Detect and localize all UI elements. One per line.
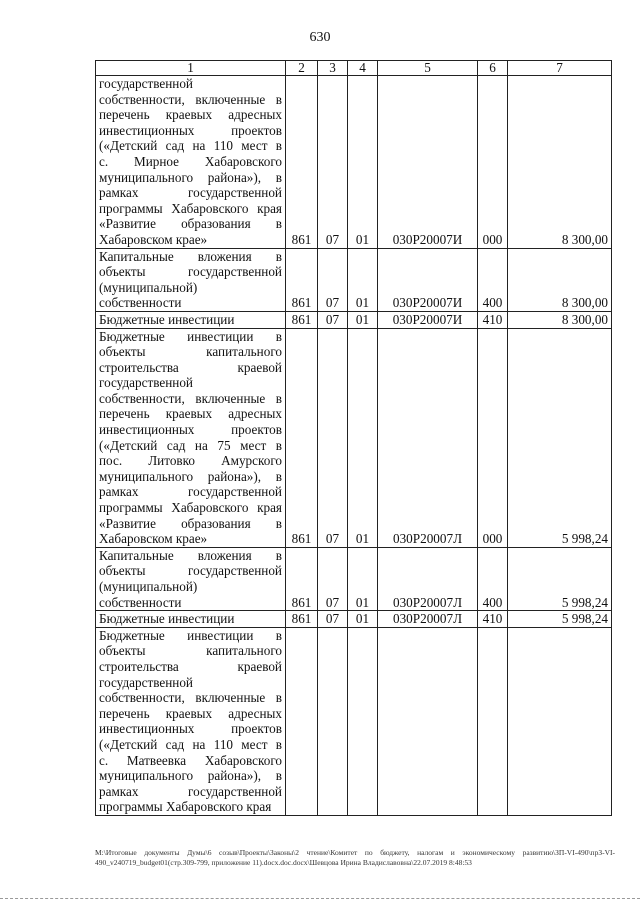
description-line: («Детский сад на 75 мест в bbox=[99, 437, 282, 453]
description-line: Бюджетные инвестиции bbox=[99, 611, 235, 627]
description-line: инвестиционных проектов bbox=[99, 122, 282, 138]
table-row bbox=[96, 627, 612, 815]
description-line: рамках государственной bbox=[99, 783, 282, 799]
col-header-3: 3 bbox=[318, 61, 348, 76]
row-description bbox=[96, 627, 286, 815]
section-code: 07 bbox=[318, 328, 348, 547]
row-description bbox=[96, 248, 286, 311]
section-code: 07 bbox=[318, 611, 348, 628]
description-line: Бюджетные инвестиции bbox=[99, 311, 235, 327]
section-code: 07 bbox=[318, 248, 348, 311]
section-code: 07 bbox=[318, 311, 348, 328]
description-line: государственной bbox=[99, 375, 193, 391]
description-line: «Развитие образования в bbox=[99, 216, 282, 232]
expense-type-code bbox=[478, 627, 508, 815]
description-line: собственности bbox=[99, 295, 182, 311]
target-article-code: 030Р20007И bbox=[378, 311, 478, 328]
description-line: Бюджетные инвестиции в bbox=[99, 328, 282, 344]
target-article-code: 030Р20007Л bbox=[378, 328, 478, 547]
subsection-code: 01 bbox=[348, 248, 378, 311]
col-header-6: 6 bbox=[478, 61, 508, 76]
row-description bbox=[96, 328, 286, 547]
row-description bbox=[96, 611, 286, 628]
table-row bbox=[96, 611, 612, 628]
target-article-code bbox=[378, 627, 478, 815]
grbs-code: 861 bbox=[286, 248, 318, 311]
amount-value: 8 300,00 bbox=[508, 248, 612, 311]
page-number: 630 bbox=[309, 30, 331, 45]
row-description bbox=[96, 76, 286, 249]
col-header-7: 7 bbox=[508, 61, 612, 76]
description-line: государственной bbox=[99, 674, 193, 690]
description-line: инвестиционных проектов bbox=[99, 721, 282, 737]
description-line: инвестиционных проектов bbox=[99, 422, 282, 438]
col-header-1: 1 bbox=[96, 61, 286, 76]
expense-type-code: 400 bbox=[478, 547, 508, 610]
expense-type-code: 410 bbox=[478, 311, 508, 328]
target-article-code: 030Р20007Л bbox=[378, 547, 478, 610]
amount-value: 5 998,24 bbox=[508, 611, 612, 628]
description-line: объекты капитального bbox=[99, 344, 282, 360]
description-line: перечень краевых адресных bbox=[99, 705, 282, 721]
description-line: Хабаровском крае» bbox=[99, 231, 208, 247]
section-code: 07 bbox=[318, 76, 348, 249]
description-line: (муниципальной) bbox=[99, 279, 198, 295]
grbs-code: 861 bbox=[286, 76, 318, 249]
description-line: («Детский сад на 110 мест в bbox=[99, 138, 282, 154]
target-article-code: 030Р20007И bbox=[378, 76, 478, 249]
expense-type-code: 410 bbox=[478, 611, 508, 628]
description-line: Капитальные вложения в bbox=[99, 547, 282, 563]
table-row bbox=[96, 311, 612, 328]
description-line: перечень краевых адресных bbox=[99, 406, 282, 422]
amount-value: 5 998,24 bbox=[508, 328, 612, 547]
description-line: собственности, включенные в bbox=[99, 690, 282, 706]
table-row bbox=[96, 76, 612, 249]
description-line: программы Хабаровского края bbox=[99, 799, 272, 815]
header-row bbox=[96, 61, 612, 76]
description-line: муниципального района»), в bbox=[99, 169, 282, 185]
description-line: объекты капитального bbox=[99, 643, 282, 659]
grbs-code: 861 bbox=[286, 328, 318, 547]
description-line: рамках государственной bbox=[99, 484, 282, 500]
bottom-divider bbox=[0, 898, 640, 899]
description-line: («Детский сад на 110 мест в bbox=[99, 736, 282, 752]
expense-type-code: 000 bbox=[478, 328, 508, 547]
description-line: государственной bbox=[99, 76, 193, 91]
amount-value: 5 998,24 bbox=[508, 547, 612, 610]
table-row bbox=[96, 547, 612, 610]
section-code: 07 bbox=[318, 547, 348, 610]
col-header-5: 5 bbox=[378, 61, 478, 76]
subsection-code: 01 bbox=[348, 76, 378, 249]
description-line: строительства краевой bbox=[99, 658, 282, 674]
subsection-code bbox=[348, 627, 378, 815]
grbs-code: 861 bbox=[286, 611, 318, 628]
subsection-code: 01 bbox=[348, 547, 378, 610]
description-line: муниципального района»), в bbox=[99, 768, 282, 784]
subsection-code: 01 bbox=[348, 328, 378, 547]
description-line: объекты государственной bbox=[99, 264, 282, 280]
subsection-code: 01 bbox=[348, 311, 378, 328]
amount-value bbox=[508, 627, 612, 815]
expense-type-code: 400 bbox=[478, 248, 508, 311]
amount-value: 8 300,00 bbox=[508, 76, 612, 249]
subsection-code: 01 bbox=[348, 611, 378, 628]
description-line: с. Мирное Хабаровского bbox=[99, 153, 282, 169]
description-line: программы Хабаровского края bbox=[99, 500, 282, 516]
grbs-code: 861 bbox=[286, 547, 318, 610]
amount-value: 8 300,00 bbox=[508, 311, 612, 328]
section-code bbox=[318, 627, 348, 815]
description-line: программы Хабаровского края bbox=[99, 200, 282, 216]
row-description bbox=[96, 547, 286, 610]
col-header-2: 2 bbox=[286, 61, 318, 76]
table-row bbox=[96, 248, 612, 311]
description-line: объекты государственной bbox=[99, 563, 282, 579]
description-line: с. Матвеевка Хабаровского bbox=[99, 752, 282, 768]
target-article-code: 030Р20007И bbox=[378, 248, 478, 311]
expense-type-code: 000 bbox=[478, 76, 508, 249]
description-line: Хабаровском крае» bbox=[99, 531, 208, 547]
description-line: (муниципальной) bbox=[99, 579, 198, 594]
description-line: перечень краевых адресных bbox=[99, 107, 282, 123]
description-line: собственности, включенные в bbox=[99, 91, 282, 107]
description-line: собственности bbox=[99, 594, 182, 610]
description-line: собственности, включенные в bbox=[99, 390, 282, 406]
description-line: строительства краевой bbox=[99, 359, 282, 375]
grbs-code: 861 bbox=[286, 311, 318, 328]
target-article-code: 030Р20007Л bbox=[378, 611, 478, 628]
description-line: муниципального района»), в bbox=[99, 468, 282, 484]
description-line: рамках государственной bbox=[99, 185, 282, 201]
description-line: Капитальные вложения в bbox=[99, 248, 282, 264]
table-row bbox=[96, 328, 612, 547]
description-line: Бюджетные инвестиции в bbox=[99, 627, 282, 643]
description-line: пос. Литовко Амурского bbox=[99, 453, 282, 469]
budget-table bbox=[95, 60, 612, 816]
row-description bbox=[96, 311, 286, 328]
description-line: «Развитие образования в bbox=[99, 515, 282, 531]
col-header-4: 4 bbox=[348, 61, 378, 76]
document-path-footer: M:\Итоговые документы Думы\6 созыв\Проекты\Законы\2 чтение\Комитет по бюджету, налогам и экономическому развитию\ЗП-VI-490\прЗ-VI-490_v240719_budget01(стр.309-799, приложение 11).docx.doc.docx\Шевцова Ирина Владиславовна\22.07.2019 8:48:53 bbox=[95, 848, 615, 867]
grbs-code bbox=[286, 627, 318, 815]
